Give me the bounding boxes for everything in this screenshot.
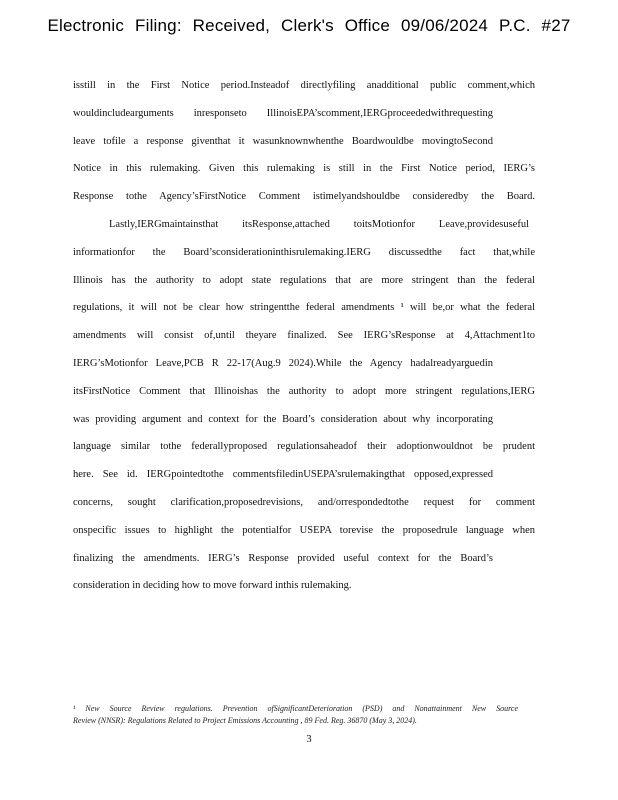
body-line: regulations, it will not be clear how stringentthe federal amendments ¹ will be,or what the federal xyxy=(73,302,535,314)
body-text xyxy=(73,72,535,600)
body-line: isstill in the First Notice period.Insteadof directlyfiling anadditional public comment,which xyxy=(73,80,535,91)
footnote-line: ¹ New Source Review regulations. Prevention ofSignificantDeterioration (PSD) and Nonattainment New Source xyxy=(73,704,518,713)
body-line: finalizing the amendments. IERG’s Response provided useful context for the Board’s xyxy=(73,552,493,564)
footnote-line: Review (NNSR): Regulations Related to Project Emissions Accounting , 89 Fed. Reg. 36870 (May 3, 2024). xyxy=(73,716,417,725)
body-line: amendments will consist of,until theyare finalized. See IERG’sResponse at 4,Attachment1to xyxy=(73,330,535,342)
body-line: IERG’sMotionfor Leave,PCB R 22-17(Aug.9 2024).While the Agency hadalreadyarguedin xyxy=(73,357,493,369)
footnote xyxy=(73,703,518,727)
body-line: leave tofile a response giventhat it wasunknownwhenthe Boardwouldbe movingtoSecond xyxy=(73,135,493,147)
page-number: 3 xyxy=(306,734,312,745)
body-line: concerns, sought clarification,proposedrevisions, and/orrespondedtothe request for comment xyxy=(73,496,535,508)
body-line: language similar tothe federallyproposed regulationsaheadof their adoptionwouldnot be prudent xyxy=(73,441,535,453)
body-line: itsFirstNotice Comment that Illinoishas the authority to adopt more stringent regulations,IERG xyxy=(73,385,535,397)
body-line: consideration in deciding how to move forward inthis rulemaking. xyxy=(73,580,352,592)
body-line: Illinois has the authority to adopt state regulations that are more stringent than the federal xyxy=(73,274,535,286)
body-line: Notice in this rulemaking. Given this rulemaking is still in the First Notice period, IERG’s xyxy=(73,163,535,175)
body-line: Lastly,IERGmaintainsthat itsResponse,attached toitsMotionfor Leave,providesuseful xyxy=(109,218,529,230)
body-line: informationfor the Board’sconsiderationinthisrulemaking.IERG discussedthe fact that,while xyxy=(73,246,535,258)
body-line: onspecific issues to highlight the potentialfor USEPA torevise the proposedrule language when xyxy=(73,524,535,536)
body-line: here. See id. IERGpointedtothe commentsfiledinUSEPA’srulemakingthat opposed,expressed xyxy=(73,469,493,481)
body-line: was providing argument and context for the Board’s consideration about why incorporating xyxy=(73,413,493,425)
filing-header: Electronic Filing: Received, Clerk's Office 09/06/2024 P.C. #27 xyxy=(47,16,571,35)
body-line: wouldincludearguments inresponseto IllinoisEPA’scomment,IERGproceededwithrequesting xyxy=(73,107,493,119)
body-line: Response tothe Agency’sFirstNotice Comment istimelyandshouldbe consideredby the Board. xyxy=(73,191,535,203)
